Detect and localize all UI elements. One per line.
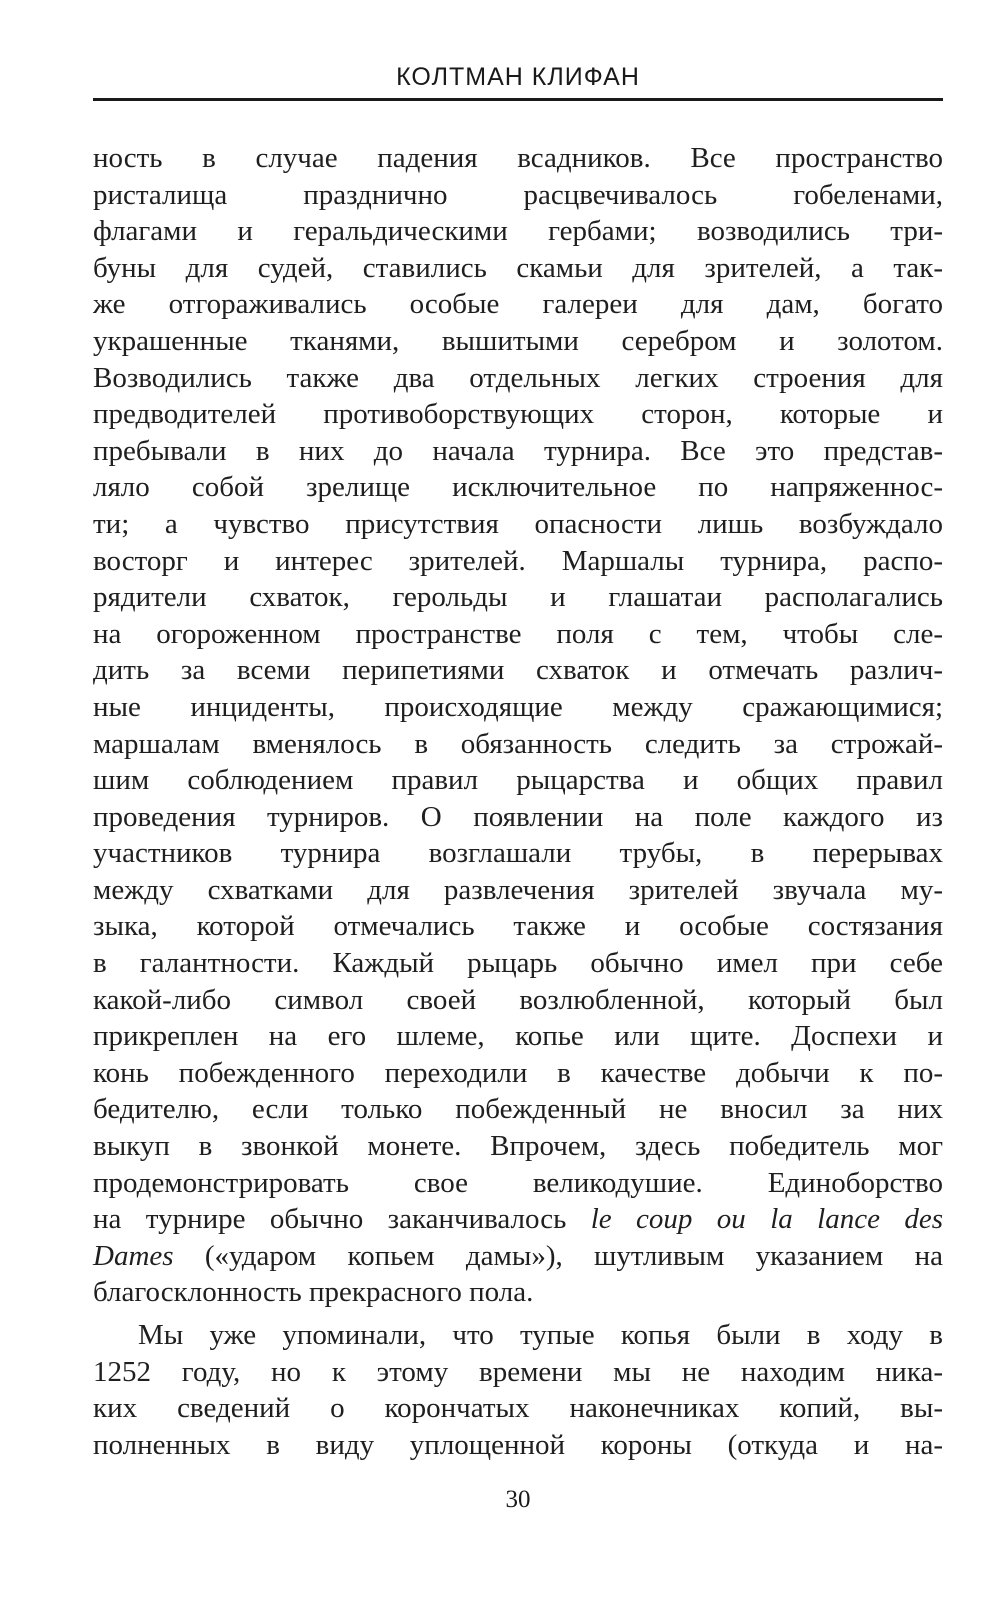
text-line: бедителю, если только побежденный не вносил за них [93,1093,943,1126]
text-line: выкуп в звонкой монете. Впрочем, здесь победитель мог [93,1130,943,1163]
text-line: ляло собой зрелище исключительное по напряженнос- [93,471,943,504]
text-line: ких сведений о корончатых наконечниках копий, вы- [93,1392,943,1425]
text-line: полненных в виду уплощенной короны (откуда и на- [93,1428,943,1461]
header-rule [93,98,943,101]
text-line: ные инциденты, происходящие между сражающимися; [93,690,943,723]
text-line: какой-либо символ своей возлюбленной, который был [93,983,943,1016]
text-line: маршалам вменялось в обязанность следить за строжай- [93,727,943,760]
text-line-mixed [93,1201,943,1238]
text-line: участников турнира возглашали трубы, в перерывах [93,837,943,870]
french-phrase: Dames [93,1239,174,1272]
text-line: дить за всеми перипетиями схваток и отмечать различ- [93,654,943,687]
text-line: конь побежденного переходили в качестве добычи к по- [93,1056,943,1089]
text-line: 1252 году, но к этому времени мы не находим ника- [93,1355,943,1388]
text-line: между схватками для развлечения зрителей звучала му- [93,873,943,906]
line-text: («ударом копьем дамы»), шутливым указанием на [173,1239,943,1272]
french-phrase: le coup ou la lance des [590,1203,943,1236]
text-line: ристалища празднично расцвечивалось гобеленами, [93,178,943,211]
text-line: прикреплен на его шлеме, копье или щите. Доспехи и [93,1020,943,1053]
text-line: в галантности. Каждый рыцарь обычно имел при себе [93,947,943,980]
line-text: на турнире обычно заканчивалось [93,1203,591,1236]
text-line: флагами и геральдическими гербами; возводились три- [93,215,943,248]
text-line: предводителей противоборствующих сторон, которые и [93,398,943,431]
text-line: буны для судей, ставились скамьи для зрителей, а так- [93,251,943,284]
text-line: ность в случае падения всадников. Все пространство [93,142,943,174]
body-text [93,140,943,1463]
text-line: украшенные тканями, вышитыми серебром и золотом. [93,324,943,357]
text-line-mixed [93,1238,943,1275]
text-line: рядители схваток, герольды и глашатаи располагались [93,581,943,614]
text-line: шим соблюдением правил рыцарства и общих правил [93,764,943,797]
text-line: на огороженном пространстве поля с тем, чтобы сле- [93,617,943,650]
text-line: Мы уже упоминали, что тупые копья были в ходу в [138,1319,943,1351]
text-line: же отгораживались особые галереи для дам, богато [93,288,943,321]
text-line: продемонстрировать свое великодушие. Единоборство [93,1166,943,1199]
text-line: ти; а чувство присутствия опасности лишь возбуждало [93,507,943,540]
text-line: Возводились также два отдельных легких строения для [93,361,943,394]
text-line: проведения турниров. О появлении на поле каждого из [93,800,943,833]
page-number: 30 [505,1486,531,1513]
text-line: пребывали в них до начала турнира. Все это представ- [93,434,943,467]
text-line: зыка, которой отмечались также и особые состязания [93,910,943,943]
text-line: восторг и интерес зрителей. Маршалы турнира, распо- [93,544,943,577]
text-line: благосклонность прекрасного пола. [93,1276,534,1309]
running-head: КОЛТМАН КЛИФАН [396,63,640,91]
